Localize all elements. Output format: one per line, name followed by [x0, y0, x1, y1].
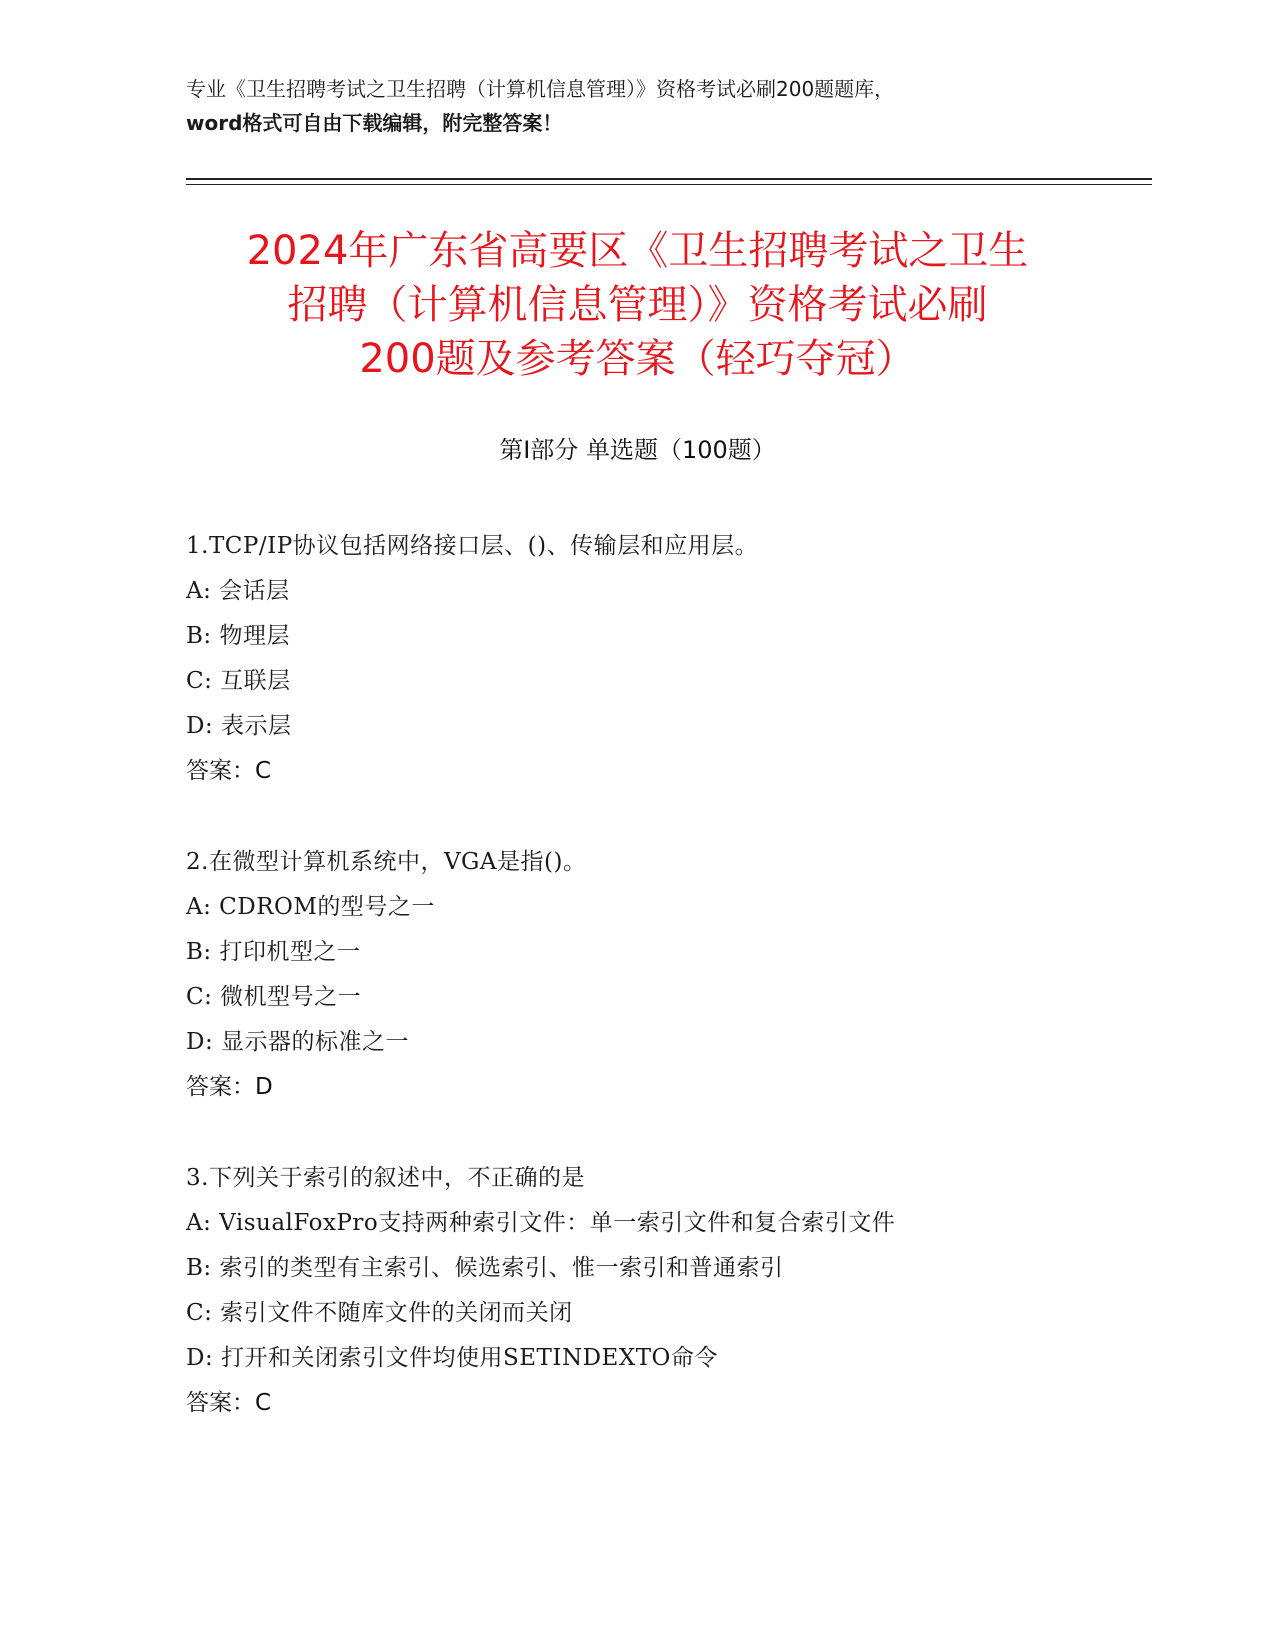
title-line-1: 2024年广东省高要区《卫生招聘考试之卫生 — [246, 228, 1029, 274]
option-b: B: 物理层 — [186, 623, 290, 649]
question-list — [186, 524, 1116, 1472]
option-a: A: VisualFoxPro支持两种索引文件：单一索引文件和复合索引文件 — [186, 1210, 896, 1236]
option-a: A: CDROM的型号之一 — [186, 894, 435, 920]
question-stem: 1.TCP/IP协议包括网络接口层、()、传输层和应用层。 — [186, 533, 759, 559]
option-a: A: 会话层 — [186, 578, 290, 604]
option-c: C: 微机型号之一 — [186, 984, 362, 1010]
option-d: D: 显示器的标准之一 — [186, 1029, 410, 1055]
question-item — [186, 1156, 1116, 1426]
header-line-2: word格式可自由下载编辑，附完整答案！ — [186, 111, 563, 135]
option-b: B: 打印机型之一 — [186, 939, 361, 965]
title-line-3: 200题及参考答案（轻巧夺冠） — [359, 336, 916, 382]
option-d: D: 表示层 — [186, 713, 292, 739]
question-stem: 3.下列关于索引的叙述中，不正确的是 — [186, 1165, 585, 1191]
header-line-1: 专业《卫生招聘考试之卫生招聘（计算机信息管理）》资格考试必刷200题题库， — [186, 77, 895, 101]
option-d: D: 打开和关闭索引文件均使用SETINDEXTO命令 — [186, 1345, 718, 1371]
option-b: B: 索引的类型有主索引、候选索引、惟一索引和普通索引 — [186, 1255, 784, 1281]
question-stem: 2.在微型计算机系统中，VGA是指()。 — [186, 849, 587, 875]
document-title — [150, 224, 1125, 386]
answer-line: 答案：C — [186, 758, 272, 784]
header-divider-thick — [186, 178, 1152, 180]
header-divider-thin — [186, 184, 1152, 185]
option-c: C: 索引文件不随库文件的关闭而关闭 — [186, 1300, 573, 1326]
question-item — [186, 524, 1116, 794]
answer-line: 答案：D — [186, 1074, 273, 1100]
option-c: C: 互联层 — [186, 668, 291, 694]
question-item — [186, 840, 1116, 1110]
title-line-2: 招聘（计算机信息管理）》资格考试必刷 — [287, 282, 988, 328]
page-header — [186, 72, 1086, 140]
answer-line: 答案：C — [186, 1390, 272, 1416]
section-title: 第Ⅰ部分 单选题（100题） — [499, 436, 776, 464]
